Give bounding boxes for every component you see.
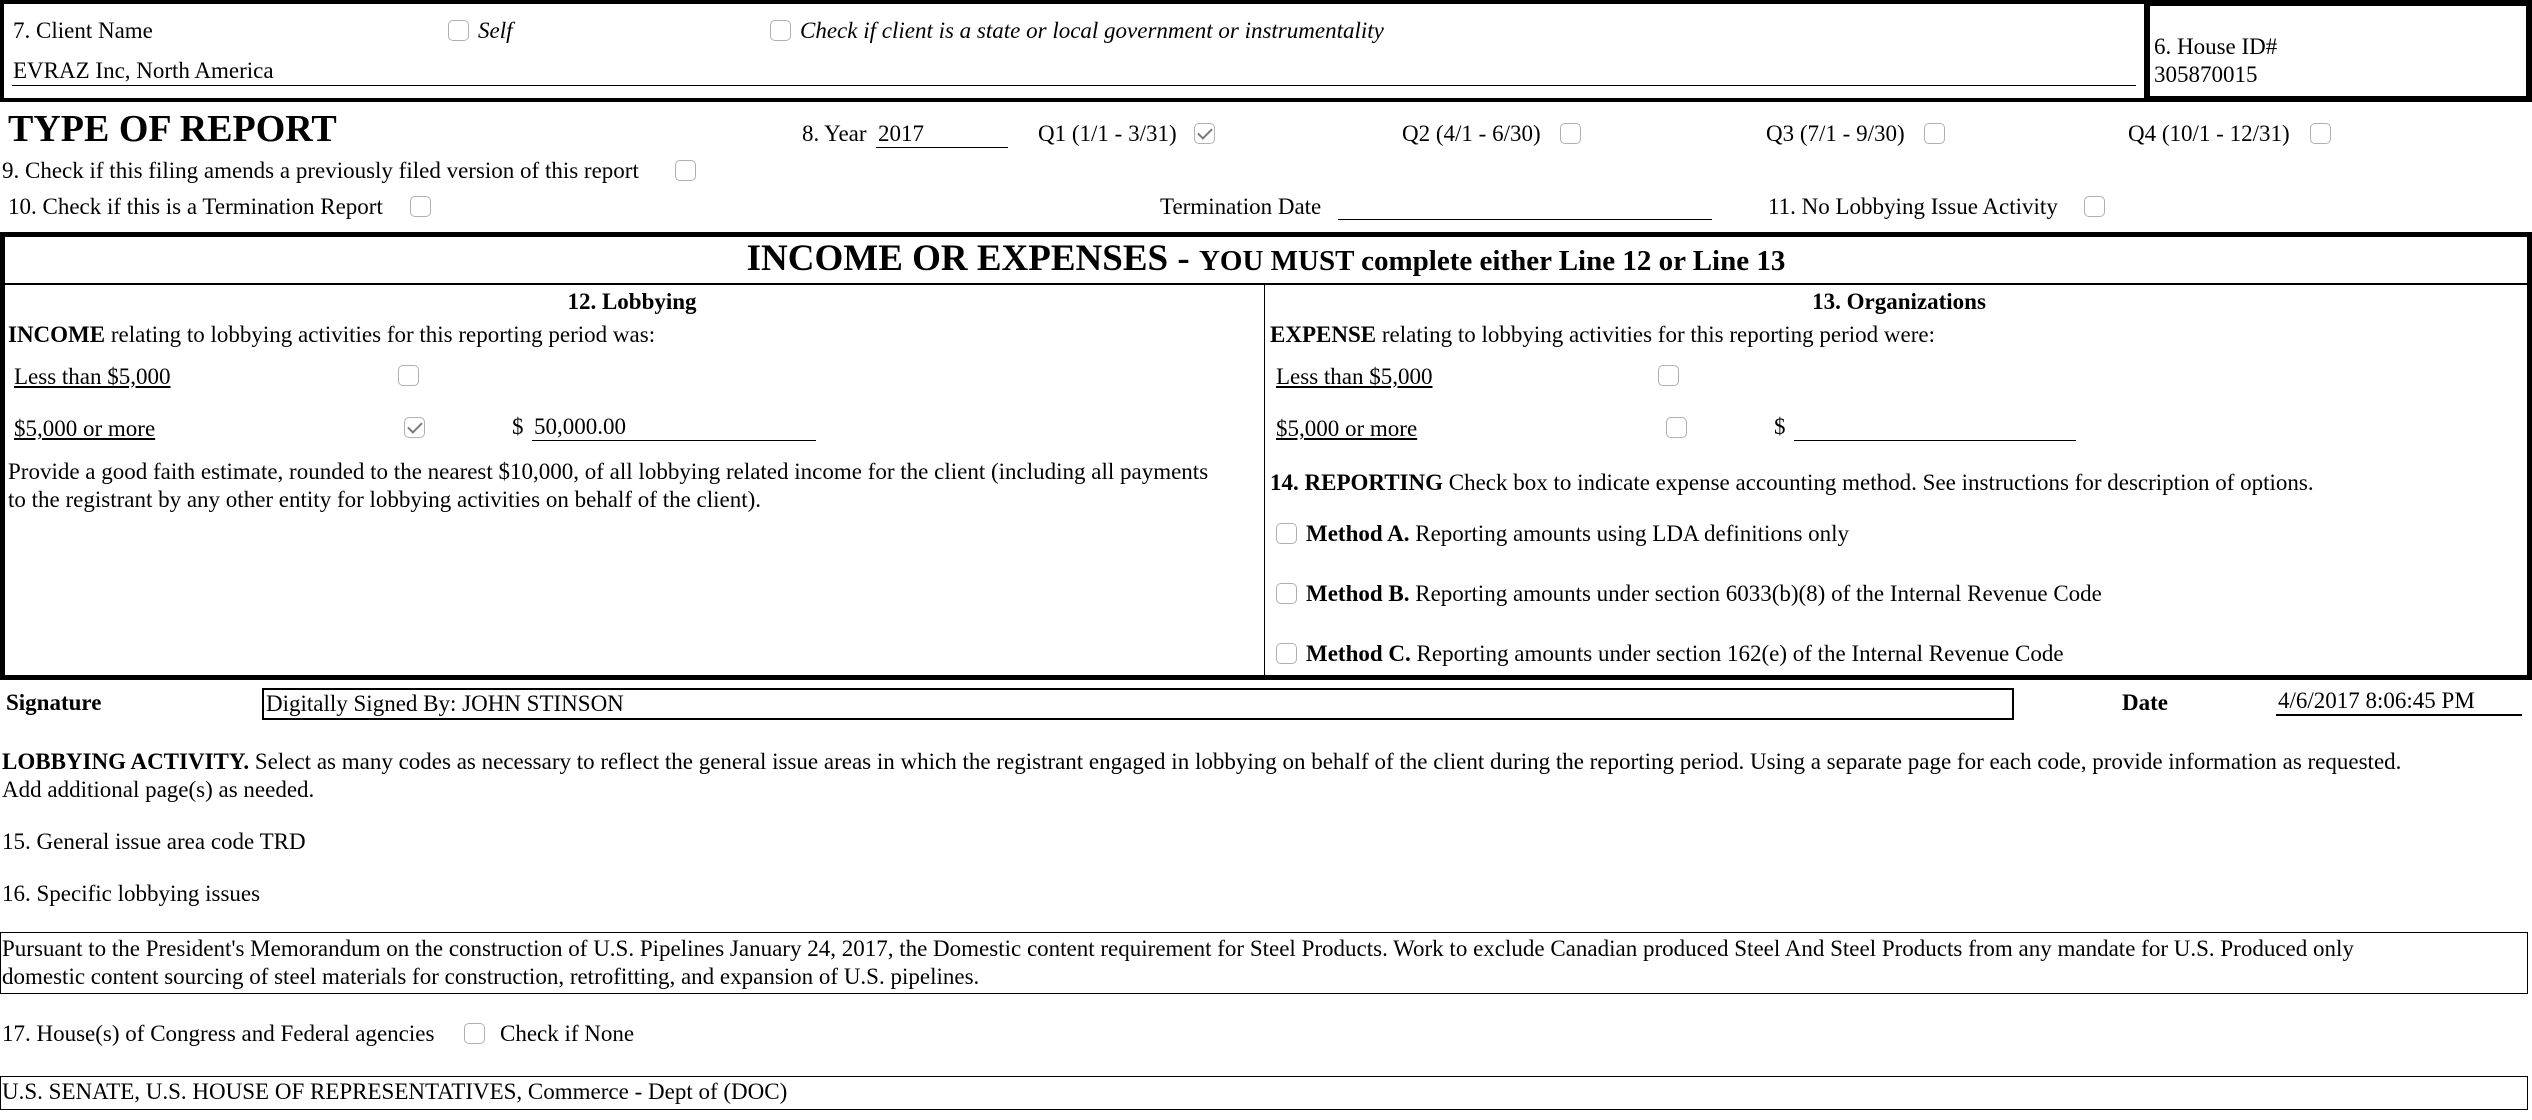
income-expenses-title-divider xyxy=(2,283,2530,285)
method-b-checkbox[interactable] xyxy=(1276,583,1297,604)
client-name-underline xyxy=(12,85,2136,86)
quarter-q2-label: Q2 (4/1 - 6/30) xyxy=(1402,121,1541,146)
quarter-q3-label: Q3 (7/1 - 9/30) xyxy=(1766,121,1905,146)
issue-area-code: 15. General issue area code TRD xyxy=(2,829,306,854)
income-expenses-title xyxy=(0,238,2532,281)
specific-issues-line2: domestic content sourcing of steel materials for construction, retrofitting, and expansion of U.S. pipelines. xyxy=(2,964,980,989)
quarter-q1-checkbox[interactable] xyxy=(1194,123,1215,144)
year-label: 8. Year xyxy=(802,121,867,146)
income-expenses-column-divider xyxy=(1264,285,1265,678)
no-activity-label: 11. No Lobbying Issue Activity xyxy=(1768,194,2058,219)
method-c-name: Method C. xyxy=(1306,641,1411,666)
quarter-q2-checkbox[interactable] xyxy=(1560,123,1581,144)
specific-issues-line1: Pursuant to the President's Memorandum on the construction of U.S. Pipelines January 24, 2017, the Domestic content requirement for Steel Products. Work to exclude Canadian produced Steel And Steel Products from any mandate for U.S. Produced only xyxy=(2,936,2354,961)
method-b-label xyxy=(1306,581,2102,607)
method-a-checkbox[interactable] xyxy=(1276,523,1297,544)
quarter-q4-checkbox[interactable] xyxy=(2310,123,2331,144)
organizations-intro-text: relating to lobbying activities for this reporting period were: xyxy=(1376,322,1935,347)
year-value: 2017 xyxy=(878,121,924,146)
termination-label: 10. Check if this is a Termination Report xyxy=(8,194,383,219)
quarter-q1-label: Q1 (1/1 - 3/31) xyxy=(1038,121,1177,146)
signature-value: Digitally Signed By: JOHN STINSON xyxy=(266,691,624,716)
government-label: Check if client is a state or local government or instrumentality xyxy=(800,18,1384,43)
expense-less-checkbox[interactable] xyxy=(1658,365,1679,386)
self-label: Self xyxy=(478,18,513,43)
income-dollar-sign: $ xyxy=(512,414,524,439)
reporting-method-text: Check box to indicate expense accounting method. See instructions for description of options. xyxy=(1442,470,2314,495)
expense-more-label: $5,000 or more xyxy=(1276,416,1418,441)
expense-dollar-sign: $ xyxy=(1774,414,1786,439)
year-underline xyxy=(876,147,1008,148)
lobbying-heading: 12. Lobbying xyxy=(567,289,697,314)
houses-value: U.S. SENATE, U.S. HOUSE OF REPRESENTATIVES, Commerce - Dept of (DOC) xyxy=(2,1079,788,1104)
organizations-intro xyxy=(1270,322,1935,348)
government-checkbox[interactable] xyxy=(770,20,791,41)
houses-label: 17. House(s) of Congress and Federal agencies xyxy=(2,1021,435,1046)
check-none-label: Check if None xyxy=(500,1021,635,1046)
date-underline xyxy=(2276,714,2522,716)
lobbying-intro xyxy=(8,322,655,348)
signature-label: Signature xyxy=(6,690,102,715)
income-expenses-title-small: YOU MUST complete either Line 12 or Line 13 xyxy=(1198,245,1786,277)
quarter-q3-checkbox[interactable] xyxy=(1924,123,1945,144)
method-a-label xyxy=(1306,521,1849,547)
expense-amount-underline xyxy=(1794,440,2076,441)
date-value: 4/6/2017 8:06:45 PM xyxy=(2278,688,2475,713)
quarter-q4-label: Q4 (10/1 - 12/31) xyxy=(2128,121,2290,146)
income-less-label: Less than $5,000 xyxy=(14,364,171,389)
type-of-report-title: TYPE OF REPORT xyxy=(8,108,337,150)
organizations-intro-bold: EXPENSE xyxy=(1270,322,1377,347)
lobbying-activity-text: Select as many codes as necessary to reflect the general issue areas in which the registrant engaged in lobbying on behalf of the client during the reporting period. Using a separate page for each code, provide information as requested. xyxy=(249,749,2402,774)
client-section-frame xyxy=(0,0,2148,102)
house-id-label: 6. House ID# xyxy=(2154,34,2278,59)
termination-date-label: Termination Date xyxy=(1160,194,1322,219)
organizations-heading: 13. Organizations xyxy=(1812,289,1986,314)
income-more-label: $5,000 or more xyxy=(14,416,156,441)
method-a-description: Reporting amounts using LDA definitions only xyxy=(1409,521,1850,546)
house-id-value: 305870015 xyxy=(2154,62,2258,87)
income-expenses-title-big: INCOME OR EXPENSES - xyxy=(746,238,1199,279)
lobbying-intro-text: relating to lobbying activities for this reporting period was: xyxy=(105,322,656,347)
income-amount: 50,000.00 xyxy=(534,414,626,439)
amend-label: 9. Check if this filing amends a previously filed version of this report xyxy=(2,158,639,183)
date-label: Date xyxy=(2122,690,2168,715)
client-name-value: EVRAZ Inc, North America xyxy=(13,58,274,83)
lobbying-activity-intro xyxy=(2,749,2401,775)
income-amount-underline xyxy=(532,440,816,441)
expense-more-checkbox[interactable] xyxy=(1666,417,1687,438)
self-checkbox[interactable] xyxy=(448,20,469,41)
signature-field xyxy=(262,688,2014,720)
method-b-name: Method B. xyxy=(1306,581,1410,606)
method-c-description: Reporting amounts under section 162(e) of the Internal Revenue Code xyxy=(1410,641,2064,666)
income-more-checkbox[interactable] xyxy=(404,417,425,438)
reporting-method-intro xyxy=(1270,470,2314,496)
method-c-checkbox[interactable] xyxy=(1276,643,1297,664)
method-b-description: Reporting amounts under section 6033(b)(8) of the Internal Revenue Code xyxy=(1409,581,2102,606)
lobbying-intro-bold: INCOME xyxy=(8,322,106,347)
lobbying-activity-bold: LOBBYING ACTIVITY. xyxy=(2,749,250,774)
method-c-label xyxy=(1306,641,2064,667)
termination-checkbox[interactable] xyxy=(410,196,431,217)
client-name-label: 7. Client Name xyxy=(13,18,153,43)
method-a-name: Method A. xyxy=(1306,521,1410,546)
amend-checkbox[interactable] xyxy=(675,160,696,181)
income-less-checkbox[interactable] xyxy=(398,365,419,386)
income-note-line2: to the registrant by any other entity for lobbying activities on behalf of the client). xyxy=(8,487,762,512)
lobbying-activity-line2: Add additional page(s) as needed. xyxy=(2,777,315,802)
expense-less-label: Less than $5,000 xyxy=(1276,364,1433,389)
termination-date-underline xyxy=(1338,219,1712,220)
reporting-method-bold: 14. REPORTING xyxy=(1270,470,1443,495)
check-none-checkbox[interactable] xyxy=(464,1023,485,1044)
no-activity-checkbox[interactable] xyxy=(2084,196,2105,217)
specific-issues-label: 16. Specific lobbying issues xyxy=(2,881,261,906)
income-note-line1: Provide a good faith estimate, rounded to the nearest $10,000, of all lobbying related income for the client (including all payments xyxy=(8,459,1209,484)
